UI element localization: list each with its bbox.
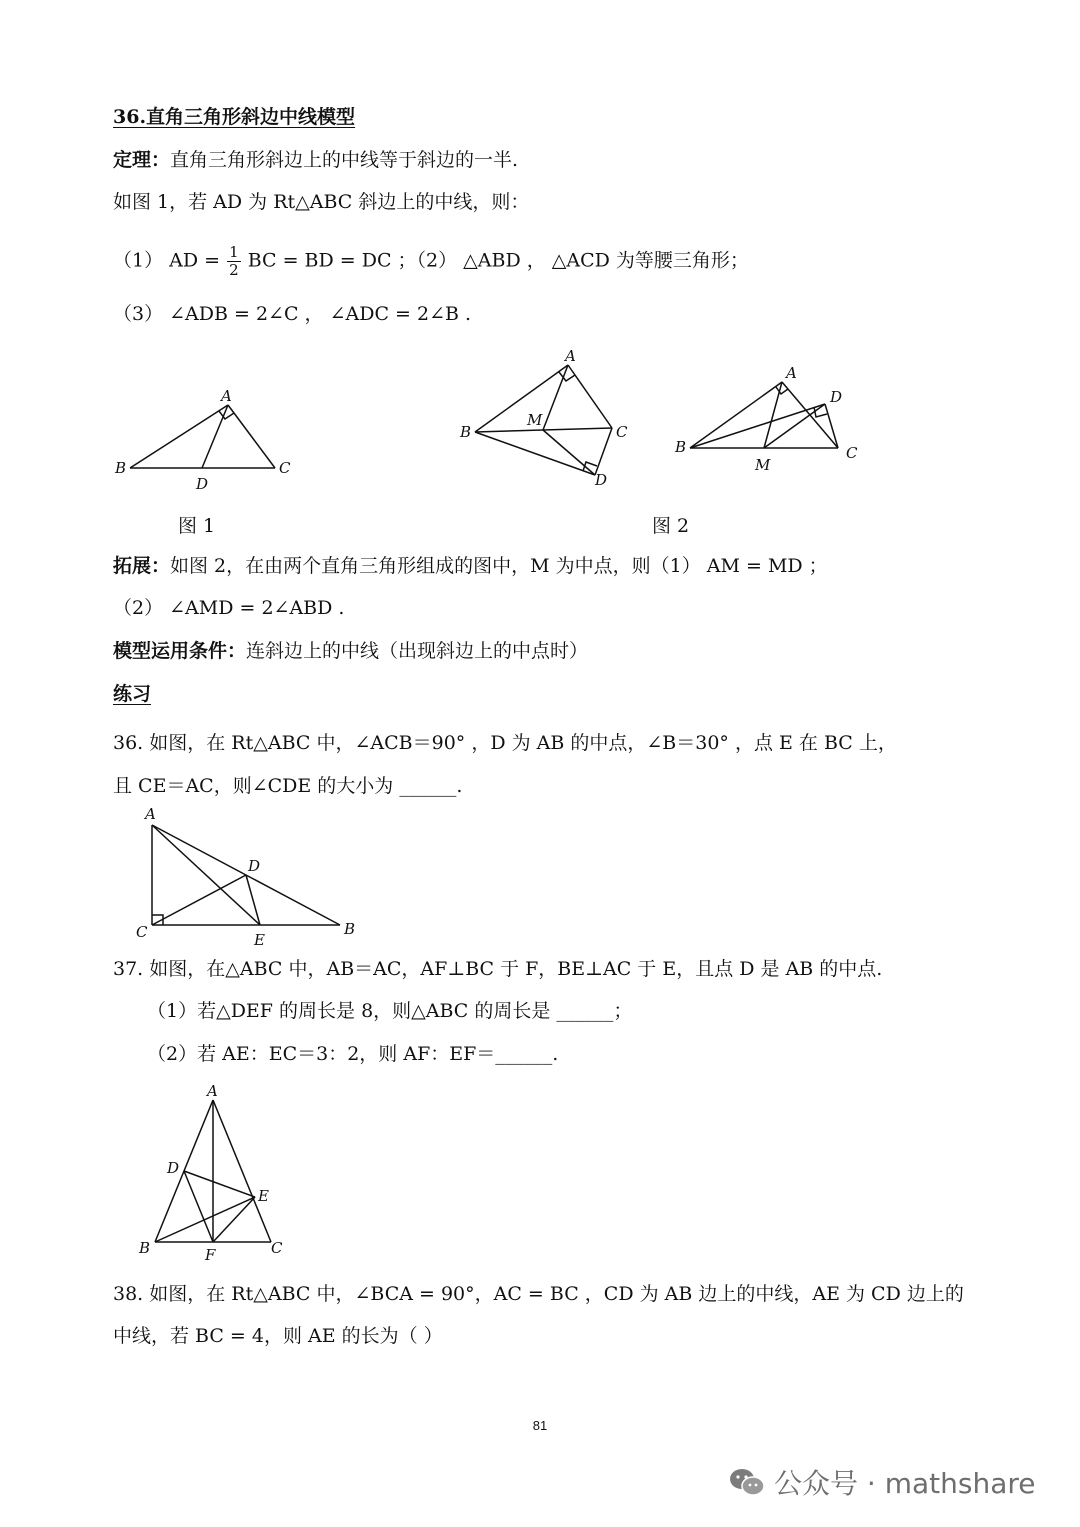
- extension-label: 拓展：: [113, 555, 171, 577]
- fig2a-right-angle-a: [559, 372, 575, 381]
- q37-label-c: C: [271, 1239, 283, 1257]
- fig2a-label-d: D: [595, 471, 608, 489]
- fig2a-segment-md: [543, 430, 595, 475]
- fig2a-label-b: B: [460, 423, 472, 441]
- q36-label-a: A: [145, 805, 156, 823]
- q37-label-f: F: [205, 1246, 216, 1264]
- fig2b-label-c: C: [846, 444, 858, 462]
- q36-label-d: D: [248, 857, 261, 875]
- fig2a-side-ba: [475, 365, 568, 432]
- fig2b-segment-md: [764, 404, 825, 448]
- q36-label-c: C: [136, 923, 148, 941]
- fig2b-label-b: B: [675, 438, 687, 456]
- q36-label-b: B: [344, 920, 356, 938]
- watermark-text: 公众号 · mathshare: [774, 1467, 1036, 1500]
- q37-label-b: B: [139, 1239, 151, 1257]
- item1-part-a: （1） AD =: [113, 249, 221, 272]
- q37-label-e: E: [258, 1187, 269, 1205]
- q36-line-2: 且 CE＝AC，则∠CDE 的大小为 ______.: [113, 775, 463, 797]
- item1-part-b: BC = BD = DC ；（2） △ABD ， △ACD 为等腰三角形；: [247, 249, 749, 272]
- condition-line: [113, 637, 588, 665]
- fig2b-side-ba: [690, 382, 782, 448]
- theorem-label: 定理：: [113, 149, 171, 171]
- extension-line-2: （2） ∠AMD = 2∠ABD .: [113, 597, 345, 619]
- fraction-numerator: 1: [229, 243, 239, 261]
- fig1-label-d: D: [196, 475, 209, 493]
- item3-line: （3） ∠ADB = 2∠C ， ∠ADC = 2∠B .: [113, 303, 472, 325]
- fig2a-label-c: C: [616, 423, 628, 441]
- q37-figure: [130, 1080, 310, 1265]
- q38-line-1: 38. 如图，在 Rt△ABC 中，∠BCA = 90°，AC = BC ，CD 为 AB 边上的中线，AE 为 CD 边上的: [113, 1283, 964, 1305]
- extension-text: 如图 2，在由两个直角三角形组成的图中，M 为中点，则（1） AM = MD ；: [170, 555, 828, 577]
- condition-label: 模型运用条件：: [113, 640, 247, 662]
- fig2a-right-angle-d: [583, 462, 597, 471]
- watermark: [728, 1462, 1035, 1502]
- fig2b-side-bd: [690, 404, 825, 448]
- q37-sub-1: （1）若△DEF 的周长是 8，则△ABC 的周长是 ______；: [147, 1000, 633, 1022]
- q36-figure: [130, 805, 370, 950]
- wechat-icon: [728, 1467, 766, 1497]
- fig1-label-a: A: [221, 387, 232, 405]
- section-title: 36.直角三角形斜边中线模型: [113, 106, 356, 128]
- q36-segment-ae: [152, 825, 260, 925]
- q36-label-e: E: [254, 931, 265, 949]
- figure-1: [110, 385, 310, 495]
- fig2a-label-m: M: [527, 411, 543, 429]
- figure-2a: [455, 345, 635, 495]
- figure-2b: [670, 360, 870, 480]
- theorem-text: 直角三角形斜边上的中线等于斜边的一半.: [170, 149, 519, 171]
- fraction-half: [227, 244, 241, 279]
- q38-line-2: 中线，若 BC = 4，则 AE 的长为（ ）: [113, 1325, 443, 1347]
- q37-side-ac: [213, 1100, 271, 1242]
- q37-sub-2: （2）若 AE：EC＝3：2，则 AF：EF＝______.: [147, 1043, 559, 1065]
- q37-segment-ef: [213, 1197, 255, 1242]
- q37-label-d: D: [167, 1159, 180, 1177]
- intro-line: 如图 1，若 AD 为 Rt△ABC 斜边上的中线，则：: [113, 191, 530, 213]
- extension-line: [113, 552, 828, 580]
- fraction-denominator: 2: [229, 261, 239, 279]
- theorem-line: [113, 146, 518, 174]
- condition-text: 连斜边上的中线（出现斜边上的中点时）: [246, 640, 589, 662]
- fig1-label-c: C: [279, 459, 291, 477]
- fig1-label-b: B: [115, 459, 127, 477]
- q37-line-1: 37. 如图，在△ABC 中，AB＝AC，AF⊥BC 于 F，BE⊥AC 于 E，且点 D 是 AB 的中点.: [113, 958, 883, 980]
- fig2a-label-a: A: [565, 347, 576, 365]
- practice-heading: 练习: [113, 683, 152, 705]
- q37-label-a: A: [207, 1082, 218, 1100]
- q37-segment-df: [184, 1171, 213, 1242]
- fig1-right-angle-mark: [219, 411, 234, 419]
- fig1-side-ac: [228, 405, 275, 468]
- fig1-caption: 图 1: [178, 515, 216, 537]
- fig1-median-ad: [202, 405, 228, 468]
- fig2-caption: 图 2: [652, 515, 690, 537]
- page-number: 81: [532, 1418, 548, 1433]
- q36-line-1: 36. 如图，在 Rt△ABC 中，∠ACB＝90° ，D 为 AB 的中点，∠B＝30° ，点 E 在 BC 上，: [113, 732, 897, 754]
- fig2b-label-a: A: [786, 364, 797, 382]
- fig2b-label-m: M: [755, 456, 771, 474]
- fig2b-right-angle-d: [814, 407, 827, 417]
- fig1-side-ba: [130, 405, 228, 468]
- item1-line: [113, 244, 749, 279]
- fig2a-side-bd: [475, 432, 595, 475]
- fig2b-label-d: D: [830, 388, 843, 406]
- fig2a-side-dc: [595, 428, 612, 475]
